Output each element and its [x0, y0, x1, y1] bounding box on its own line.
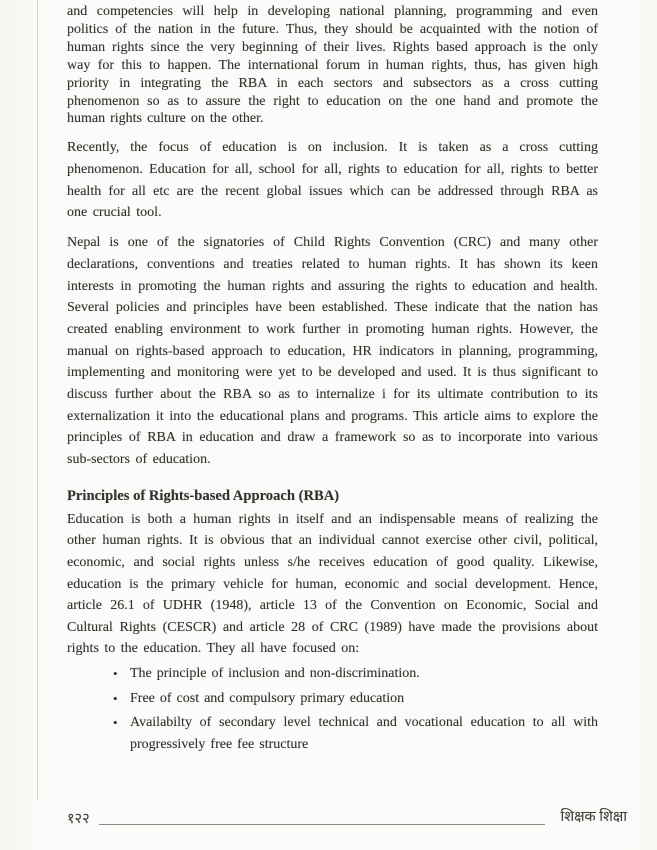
list-item-text: Availabilty of secondary level technical and vocational education to all with progressively free fee structure — [130, 715, 598, 752]
list-item-inclusion — [113, 663, 598, 685]
journal-title: शिक्षक शिक्षा — [560, 809, 627, 825]
bullet-icon: • — [113, 690, 118, 706]
page-number: १२२ — [67, 811, 90, 827]
paragraph-education-rights: Education is both a human rights in itself and an indispensable means of realizing the other human rights. It is obvious that an individual cannot exercise other civil, political, economic, and social rights unless s/he receives education of good quality. Likewise, education is the primary vehicle for human, economic and social development. Hence, article 26.1 of UDHR (1948), article 13 of the Convention on Economic, Social and Cultural Rights (CESCR) and article 28 of CRC (1989) have made the provisions about rights to the education. They all have focused on: — [67, 511, 598, 657]
list-item-text: The principle of inclusion and non-discrimination. — [130, 666, 420, 682]
page-edge-scan-line — [37, 0, 38, 800]
paragraph-nepal-signatories: Nepal is one of the signatories of Child Rights Convention (CRC) and many other declarations, conventions and treaties related to human rights. It has shown its keen interests in promoting the human rights and assuring the rights to education and health. Several policies and principles have been established. These indicate that the nation has created enabling environment to work further in promoting human rights. However, the manual on rights-based approach to education, HR indicators in planning, programming, implementing and monitoring were yet to be developed and used. It is thus significant to discuss further about the RBA so as to internalize i for its ultimate contribution to its externalization it into the educational plans and programs. This article aims to explore the principles of RBA in education and draw a framework so as to incorporate into various sub-sectors of education. — [67, 235, 598, 468]
footer-rule-line — [99, 824, 546, 825]
paragraph-rba-integration: and competencies will help in developing national planning, programming and even politics of the nation in the future. Thus, they should be acquainted with the notion of human rights since the very beginning of their lives. Rights based approach is the only way for this to happen. The international forum in human rights, thus, has given high priority in integrating the RBA in each sectors and subsectors as a cross cutting phenomenon so as to assure the right to education on the one hand and promote the human rights culture on the other. — [67, 4, 598, 127]
bullet-list — [67, 663, 598, 755]
bullet-icon: • — [113, 715, 118, 731]
list-item-text: Free of cost and compulsory primary education — [130, 690, 405, 706]
bullet-icon: • — [113, 666, 118, 682]
page-text-block — [67, 0, 598, 755]
section-heading-principles-rba: Principles of Rights-based Approach (RBA) — [67, 487, 340, 504]
list-item-secondary-availability — [113, 712, 598, 755]
list-item-free-primary — [113, 688, 598, 710]
paragraph-inclusion-focus: Recently, the focus of education is on inclusion. It is taken as a cross cutting phenomenon. Education for all, school for all, rights to education for all, rights to better health for all etc are the recent global issues which can be addressed through RBA as one crucial tool. — [67, 140, 598, 221]
page-footer — [67, 806, 627, 829]
